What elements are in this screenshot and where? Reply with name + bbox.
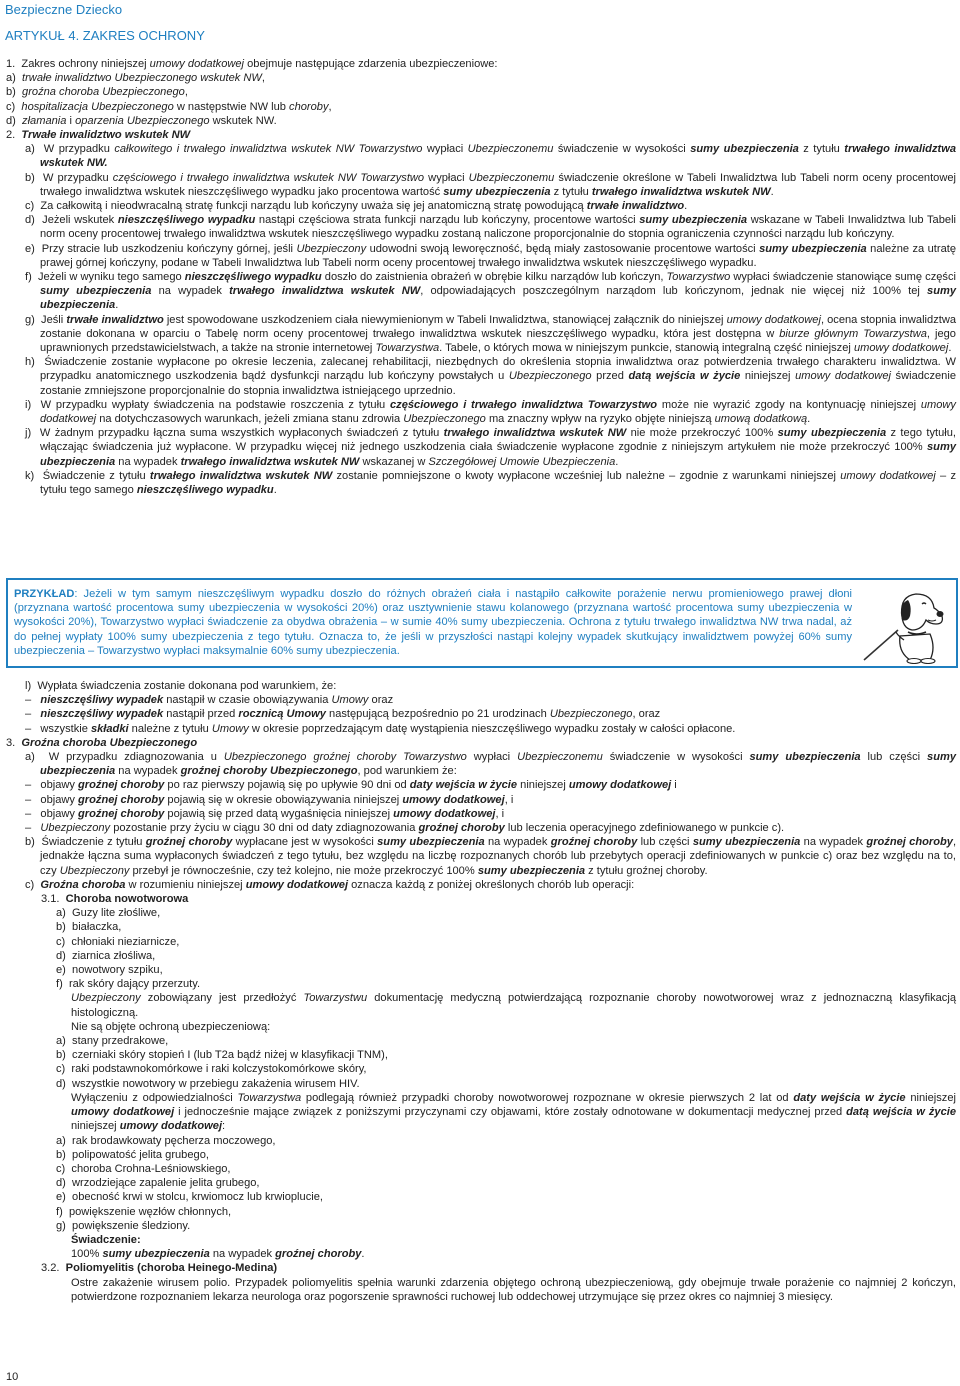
c31-a: a) Guzy lite złośliwe,: [56, 907, 161, 920]
para-2g: g) Jeśli trwałe inwalidztwo jest spowodowane uszkodzeniem ciała niewymienionym w Tabeli Inwalidztwa, stanowiącej załącznik do niniejszej umowy dodatkowej, ocena stopnia inwalidztwa zostanie dokonana w oparciu o Tabelę norm oceny procentowej trwałego inwalidztwa wskutek nieszczęśliwego wypadku, która jest dostępna w biurze głównym Towarzystwa, jego uprawnionych przedstawicielstwach, a także na stronie internetowej Towarzystwa. Tabele, o których mowa w niniejszym punkcie, stanowią integralną część niniejszej umowy dodatkowej.: [25, 313, 957, 355]
para-1b: b) groźna choroba Ubezpieczonego,: [6, 86, 188, 99]
para-2: 2. Trwałe inwalidztwo wskutek NW: [6, 129, 191, 142]
cond-3a-2: – objawy groźnej choroby pojawią się w okresie obowiązywania niniejszej umowy dodatkowej, i: [25, 793, 514, 806]
section-2l-3: [6, 679, 956, 1304]
cond-3: – wszystkie składki należne z tytułu Umowy w okresie poprzedzającym datę wystąpienia nieszczęśliwego wypadku zostały w całości opłacone.: [25, 722, 736, 735]
cond-1: – nieszczęśliwy wypadek nastąpił w czasie obowiązywania Umowy oraz: [25, 694, 394, 707]
c31-cause-d: d) wrzodziejące zapalenie jelita grubego,: [56, 1177, 260, 1190]
c31-f: f) rak skóry dający przerzuty.: [56, 978, 201, 991]
para-2e: e) Przy stracie lub uszkodzeniu kończyny górnej, jeśli Ubezpieczony udowodni swoją leworęczność, będą miały zastosowanie procentowe wartości sumy ubezpieczenia należne za utratę prawej górnej kończyny, podane w Tabeli Inwalidztwa lub Tabeli norm oceny procentowej trwałego inwalidztwa wskutek nieszczęśliwego wypadku.: [25, 242, 957, 269]
para-3c: c) Groźna choroba w rozumieniu niniejszej umowy dodatkowej oznacza każdą z poniżej określonych chorób lub operacji:: [25, 878, 635, 891]
example-label: PRZYKŁAD: [14, 588, 75, 600]
para-1d: d) złamania i oparzenia Ubezpieczonego wskutek NW.: [6, 114, 277, 127]
c31-b: b) białaczka,: [56, 921, 122, 934]
c31-excl-2: Wyłączeniu z odpowiedzialności Towarzystwa podlegają również przypadki choroby nowotworowej rozpoznane w okresie pierwszych 2 lat od daty wejścia w życie niniejszej umowy dodatkowej i jednocześnie mające związek z poniższymi przyczynami czy objawami, które zostały odnotowane w dokumentacji medycznej przed datą wejścia w życie niniejszej umowy dodatkowej:: [71, 1091, 956, 1133]
c32-text: Ostre zakażenie wirusem polio. Przypadek poliomyelitis spełnia warunki zdarzenia objętego ochroną ubezpieczeniową, gdy obejmuje trwałe porażenie co najmniej 2 kończyn, potwierdzone rozpoznaniem lekarza neurologa oraz pogorszenie sprawności ruchowej lub oddechowej utrzymujące się przez okres co najmniej 3 miesięcy.: [71, 1276, 956, 1303]
c31-c: c) chłoniaki nieziarnicze,: [56, 935, 180, 948]
cond-3a-1: – objawy groźnej choroby po raz pierwszy pojawią się po upływie 90 dni od daty wejścia w życie niniejszej umowy dodatkowej i: [25, 779, 677, 792]
example-text: [14, 587, 852, 658]
c31-benefit: 100% sumy ubezpieczenia na wypadek groźnej choroby.: [71, 1248, 365, 1261]
para-1: 1. Zakres ochrony niniejszej umowy dodatkowej obejmuje następujące zdarzenia ubezpieczeniowe:: [6, 58, 498, 70]
c31-benefit-title: Świadczenie:: [71, 1233, 141, 1246]
document-title: Bezpieczne Dziecko: [5, 2, 123, 17]
para-2k: k) Świadczenie z tytułu trwałego inwalidztwa wskutek NW zostanie pomniejszone o kwoty wypłacone wcześniej lub należne – zgodnie z warunkami niniejszej umowy dodatkowej – z tytułu tego samego nieszczęśliwego wypadku.: [25, 469, 956, 497]
cond-3a-3: – objawy groźnej choroby pojawią się przed datą wygaśnięcia niniejszej umowy dodatkowej, i: [25, 807, 505, 820]
para-2f: f) Jeżeli w wyniku tego samego nieszczęśliwego wypadku doszło do zaistnienia obrażeń w obrębie kilku narządów lub kończyn, Towarzystwo wypłaci świadczenie stanowiące sumę części sumy ubezpieczenia na wypadek trwałego inwalidztwa wskutek NW, odpowiadających poszczególnym narządom lub kończynom, jednak nie więcej niż 100% tej sumy ubezpieczenia.: [25, 271, 957, 312]
para-2h: h) Świadczenie zostanie wypłacone po okresie leczenia, zalecanej rehabilitacji, niezbędnych do określenia stopnia inwalidztwa oraz potwierdzenia trwałego charakteru inwalidztwa. W przypadku anatomicznego uszkodzenia bądź dysfunkcji narządu lub kończyny powstałych u Ubezpieczonego przed datą wejścia w życie niniejszej umowy dodatkowej świadczenie zostanie zmniejszone proporcjonalnie do stopnia inwalidztwa istniejącego uprzednio.: [25, 356, 956, 397]
cond-3a-4: – Ubezpieczony pozostanie przy życiu w ciągu 30 dni od daty zdiagnozowania groźnej choroby lub leczenia operacyjnego zdefiniowanego w punkcie c).: [25, 822, 785, 835]
para-1a: a) trwałe inwalidztwo Ubezpieczonego wskutek NW,: [6, 72, 265, 85]
para-3a: a) W przypadku zdiagnozowania u Ubezpieczonego groźnej choroby Towarzystwo wypłaci Ubezpieczonemu świadczenie w wysokości sumy ubezpieczenia lub części sumy ubezpieczenia na wypadek groźnej choroby Ubezpieczonego, pod warunkiem że:: [25, 751, 957, 778]
sub-3-2: 3.2. Poliomyelitis (choroba Heinego-Medina): [41, 1262, 278, 1275]
c31-cause-f: f) powiększenie węzłów chłonnych,: [56, 1205, 232, 1218]
example-body: : Jeżeli w tym samym nieszczęśliwym wypadku doszło do różnych obrażeń ciała i nastąpiło całkowite porażenie nerwu promieniowego prawej dłoni (przyznana wartość procentowa sumy ubezpieczenia w wysokości 20%) oraz usztywnienie stawu kolanowego (przyznana wartość procentowa sumy ubezpieczenia w wysokości 20%), Towarzystwo wypłaci świadczenie za obydwa obrażenia – w sumie 40% sumy ubezpieczenia. Ochrona z tytułu trwałego inwalidztwa NW trwa nadal, aż do pełnej wypłaty 100% sumy ubezpieczenia z tego tytułu. Oznacza to, że jeśli w przyszłości nastąpi kolejny wypadek skutkujący inwalidztwem powyżej 60% sumy ubezpieczenia – Towarzystwo wypłaci maksymalnie 60% sumy ubezpieczenia.: [14, 588, 852, 657]
para-2a: a) W przypadku całkowitego i trwałego inwalidztwa wskutek NW Towarzystwo wypłaci Ubezpieczonemu świadczenie w wysokości sumy ubezpieczenia z tytułu trwałego inwalidztwa wskutek NW.: [25, 143, 956, 170]
para-2j: j) W żadnym przypadku łączna suma wszystkich wypłaconych świadczeń z tytułu trwałego inwalidztwa wskutek NW nie może przekroczyć 100% sumy ubezpieczenia z tego tytułu, włączając świadczenia już wypłacone. W przypadku więcej niż jednego uszkodzenia ciała świadczenie wypłacone zgodnie z niniejszym artykułem nie może przekroczyć 100% sumy ubezpieczenia na wypadek trwałego inwalidztwa wskutek NW wskazanej w Szczegółowej Umowie Ubezpieczenia.: [25, 427, 956, 468]
para-2l: l) Wypłata świadczenia zostanie dokonana pod warunkiem, że:: [25, 680, 337, 692]
c31-cause-e: e) obecność krwi w stolcu, krwiomocz lub krwioplucie,: [56, 1191, 323, 1204]
article-heading: ARTYKUŁ 4. ZAKRES OCHRONY: [5, 28, 205, 43]
c31-cause-g: g) powiększenie śledziony.: [56, 1219, 191, 1232]
c31-cause-a: a) rak brodawkowaty pęcherza moczowego,: [56, 1134, 276, 1147]
snoopy-pointing-illustration: [858, 586, 948, 664]
para-3: 3. Groźna choroba Ubezpieczonego: [6, 736, 198, 749]
para-2b: b) W przypadku częściowego i trwałego inwalidztwa wskutek NW Towarzystwo wypłaci Ubezpieczonemu świadczenie określone w Tabeli Inwalidztwa lub Tabeli norm oceny procentowej trwałego inwalidztwa wskutek nieszczęśliwego wypadku jako procentowa wartość sumy ubezpieczenia z tytułu trwałego inwalidztwa wskutek NW.: [25, 171, 956, 198]
para-2i: i) W przypadku wypłaty świadczenia na podstawie roszczenia z tytułu częściowego i trwałego inwalidztwa Towarzystwo może nie wyrazić zgody na kontynuację niniejszej umowy dodatkowej na dotychczasowych warunkach, jeżeli zmiana stanu zdrowia Ubezpieczonego ma znaczny wpływ na ryzyko objęte niniejszą umową dodatkową.: [25, 398, 956, 426]
c31-excl-c: c) raki podstawnokomórkowe i raki kolczystokomórkowe skóry,: [56, 1063, 367, 1076]
c31-excl-a: a) stany przedrakowe,: [56, 1035, 169, 1048]
c31-cause-b: b) polipowatość jelita grubego,: [56, 1148, 209, 1161]
example-box: [6, 578, 958, 668]
section-1-2: [6, 57, 956, 497]
c31-excl-d: d) wszystkie nowotwory w przebiegu zakażenia wirusem HIV.: [56, 1077, 360, 1090]
c31-e: e) nowotwory szpiku,: [56, 964, 163, 977]
c31-docs: Ubezpieczony zobowiązany jest przedłożyć Towarzystwu dokumentację medyczną potwierdzającą rozpoznanie choroby nowotworowej wraz z jednoznaczną klasyfikacją histologiczną.: [71, 992, 956, 1019]
para-1c: c) hospitalizacja Ubezpieczonego w następstwie NW lub choroby,: [6, 100, 332, 113]
page-number: 10: [6, 1371, 19, 1383]
sub-3-1: 3.1. Choroba nowotworowa: [41, 893, 189, 906]
para-2d: d) Jeżeli wskutek nieszczęśliwego wypadku nastąpi częściowa strata funkcji narządu lub kończyny, procentowe wartości sumy ubezpieczenia wskazane w Tabeli Inwalidztwa lub Tabeli norm oceny procentowej trwałego inwalidztwa wskutek nieszczęśliwego wypadku zostaną naliczone proporcjonalnie do stopnia ograniczenia czynności narządu lub kończyny.: [25, 214, 956, 241]
c31-cause-c: c) choroba Crohna-Leśniowskiego,: [56, 1162, 231, 1175]
cond-2: – nieszczęśliwy wypadek nastąpił przed rocznicą Umowy następującą bezpośrednio po 21 urodzinach Ubezpieczonego, oraz: [25, 708, 661, 721]
para-2c: c) Za całkowitą i nieodwracalną stratę funkcji narządu lub kończyny uważa się jej anatomiczną stratę powodującą trwałe inwalidztwo.: [25, 200, 688, 213]
para-3b: b) Świadczenie z tytułu groźnej choroby wypłacane jest w wysokości sumy ubezpieczenia na wypadek groźnej choroby lub części sumy ubezpieczenia na wypadek groźnej choroby, jednakże łączna suma wypłaconych świadczeń z tego tytułu, bez względu na liczbę rozpoznanych chorób lub przebytych operacji zdefiniowanych w punkcie c) oraz bez względu na to, czy Ubezpieczony przebył je równocześnie, czy też kolejno, nie może przekroczyć 100% sumy ubezpieczenia z tytułu groźnej choroby.: [25, 836, 957, 877]
c31-excl-title: Nie są objęte ochroną ubezpieczeniową:: [71, 1020, 271, 1033]
c31-excl-b: b) czerniaki skóry stopień I (lub T2a bądź niżej w klasyfikacji TNM),: [56, 1049, 388, 1062]
c31-d: d) ziarnica złośliwa,: [56, 949, 156, 962]
